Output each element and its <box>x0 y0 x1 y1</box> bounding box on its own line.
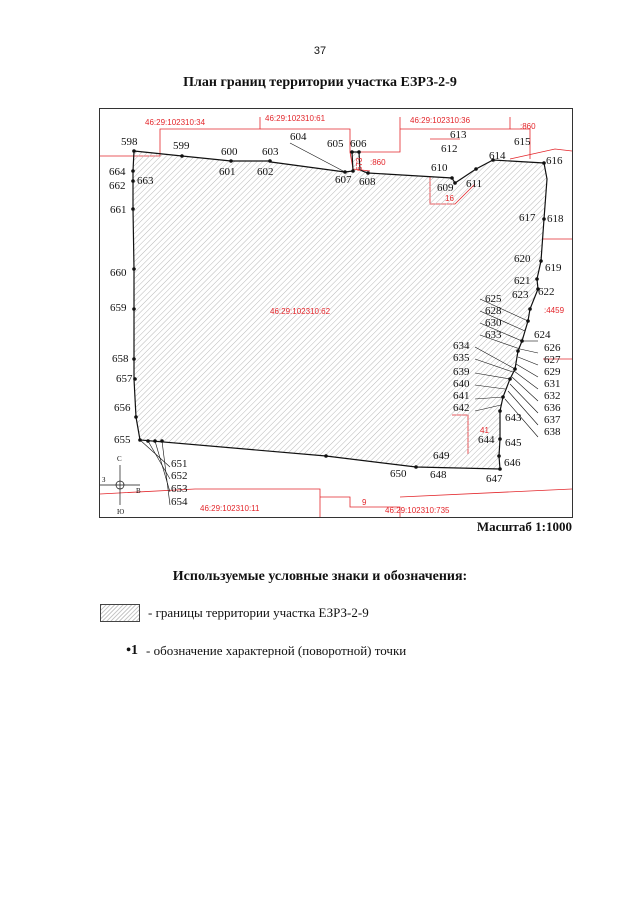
point-label: 600 <box>221 146 238 158</box>
point-label: 637 <box>544 414 561 426</box>
cadastral-label: 673 <box>355 157 364 171</box>
point-label: 607 <box>335 174 352 186</box>
point-label: 608 <box>359 176 376 188</box>
point-label: 604 <box>290 131 307 143</box>
point-label: 626 <box>544 342 561 354</box>
turning-point-symbol: •1 <box>126 643 138 658</box>
point-label: 618 <box>547 213 564 225</box>
point-label: 611 <box>466 178 483 190</box>
point-label: 652 <box>171 470 188 482</box>
point-label: 646 <box>504 457 521 469</box>
point-label: 639 <box>453 366 470 378</box>
point-label: 634 <box>453 340 470 352</box>
point-label: 620 <box>514 253 531 265</box>
point-label: 629 <box>544 366 561 378</box>
cadastral-label: 41 <box>480 426 489 435</box>
point-label: 645 <box>505 437 522 449</box>
point-label: 610 <box>431 162 448 174</box>
point-label: 605 <box>327 138 344 150</box>
point-label: 640 <box>453 378 470 390</box>
point-label: 613 <box>450 129 467 141</box>
legend-text: - границы территории участка ЕЗРЗ-2-9 <box>148 605 369 620</box>
point-label: 632 <box>544 390 561 402</box>
boundary-plan-map <box>99 108 573 518</box>
legend-text: - обозначение характерной (поворотной) точки <box>146 643 407 658</box>
point-label: 662 <box>109 180 126 192</box>
cadastral-label: 46:29:102310:36 <box>410 116 471 125</box>
point-label: 606 <box>350 138 367 150</box>
point-label: 614 <box>489 150 506 162</box>
cadastral-label: :4459 <box>544 306 565 315</box>
point-label: 643 <box>505 412 522 424</box>
cadastral-label: 46:29:102310:11 <box>200 504 260 513</box>
point-label: 633 <box>485 329 502 341</box>
point-label: 622 <box>538 286 555 298</box>
point-label: 599 <box>173 140 190 152</box>
point-label: 609 <box>437 182 454 194</box>
point-label: 619 <box>545 262 562 274</box>
cadastral-label: 46:29:102310:62 <box>270 307 331 316</box>
compass-east: В <box>136 487 141 495</box>
point-label: 649 <box>433 450 450 462</box>
point-label: 642 <box>453 402 470 414</box>
point-label: 656 <box>114 402 131 414</box>
page-title: План границ территории участка ЕЗРЗ-2-9 <box>183 75 457 90</box>
point-label: 612 <box>441 143 458 155</box>
cadastral-label: 9 <box>362 498 367 507</box>
point-label: 653 <box>171 483 188 495</box>
plan-svg <box>100 109 572 517</box>
legend-title: Используемые условные знаки и обозначения: <box>172 569 468 584</box>
point-label: 651 <box>171 458 188 470</box>
point-label: 658 <box>112 353 129 365</box>
point-label: 615 <box>514 136 531 148</box>
point-label: 641 <box>453 390 470 402</box>
point-label: 659 <box>110 302 127 314</box>
point-label: 654 <box>171 496 188 508</box>
cadastral-label: :860 <box>370 158 386 167</box>
point-label: 616 <box>546 155 563 167</box>
point-label: 660 <box>110 267 127 279</box>
point-label: 624 <box>534 329 551 341</box>
point-label: 621 <box>514 275 531 287</box>
point-label: 601 <box>219 166 236 178</box>
point-label: 628 <box>485 305 502 317</box>
point-label: 650 <box>390 468 407 480</box>
scale-label: Масштаб 1:1000 <box>476 519 572 534</box>
point-label: 631 <box>544 378 561 390</box>
point-label: 648 <box>430 469 447 481</box>
point-label: 655 <box>114 434 131 446</box>
point-label: 644 <box>478 434 495 446</box>
page-number: 37 <box>313 45 327 57</box>
point-label: 664 <box>109 166 126 178</box>
point-label: 635 <box>453 352 470 364</box>
point-label: 647 <box>486 473 503 485</box>
point-label: 663 <box>137 175 154 187</box>
point-label: 636 <box>544 402 561 414</box>
point-label: 630 <box>485 317 502 329</box>
point-label: 617 <box>519 212 536 224</box>
point-label: 638 <box>544 426 561 438</box>
point-label: 627 <box>544 354 561 366</box>
compass-north: С <box>117 455 122 463</box>
compass-west: З <box>102 476 106 484</box>
point-label: 623 <box>512 289 529 301</box>
cadastral-label: :860 <box>520 122 536 131</box>
compass-south: Ю <box>117 508 125 516</box>
point-label: 625 <box>485 293 502 305</box>
point-label: 657 <box>116 373 133 385</box>
cadastral-label: 16 <box>445 194 454 203</box>
cadastral-label: 46:29:102310:61 <box>265 114 326 123</box>
point-label: 661 <box>110 204 127 216</box>
point-label: 603 <box>262 146 279 158</box>
legend-item-boundary <box>100 604 369 622</box>
legend-item-point <box>100 643 406 659</box>
hatched-area-swatch <box>100 604 140 622</box>
cadastral-label: 46:29:102310:34 <box>145 118 206 127</box>
point-label: 602 <box>257 166 274 178</box>
compass-rose <box>100 455 141 516</box>
cadastral-label: 46:29:102310:735 <box>385 506 450 515</box>
point-label: 598 <box>121 136 138 148</box>
